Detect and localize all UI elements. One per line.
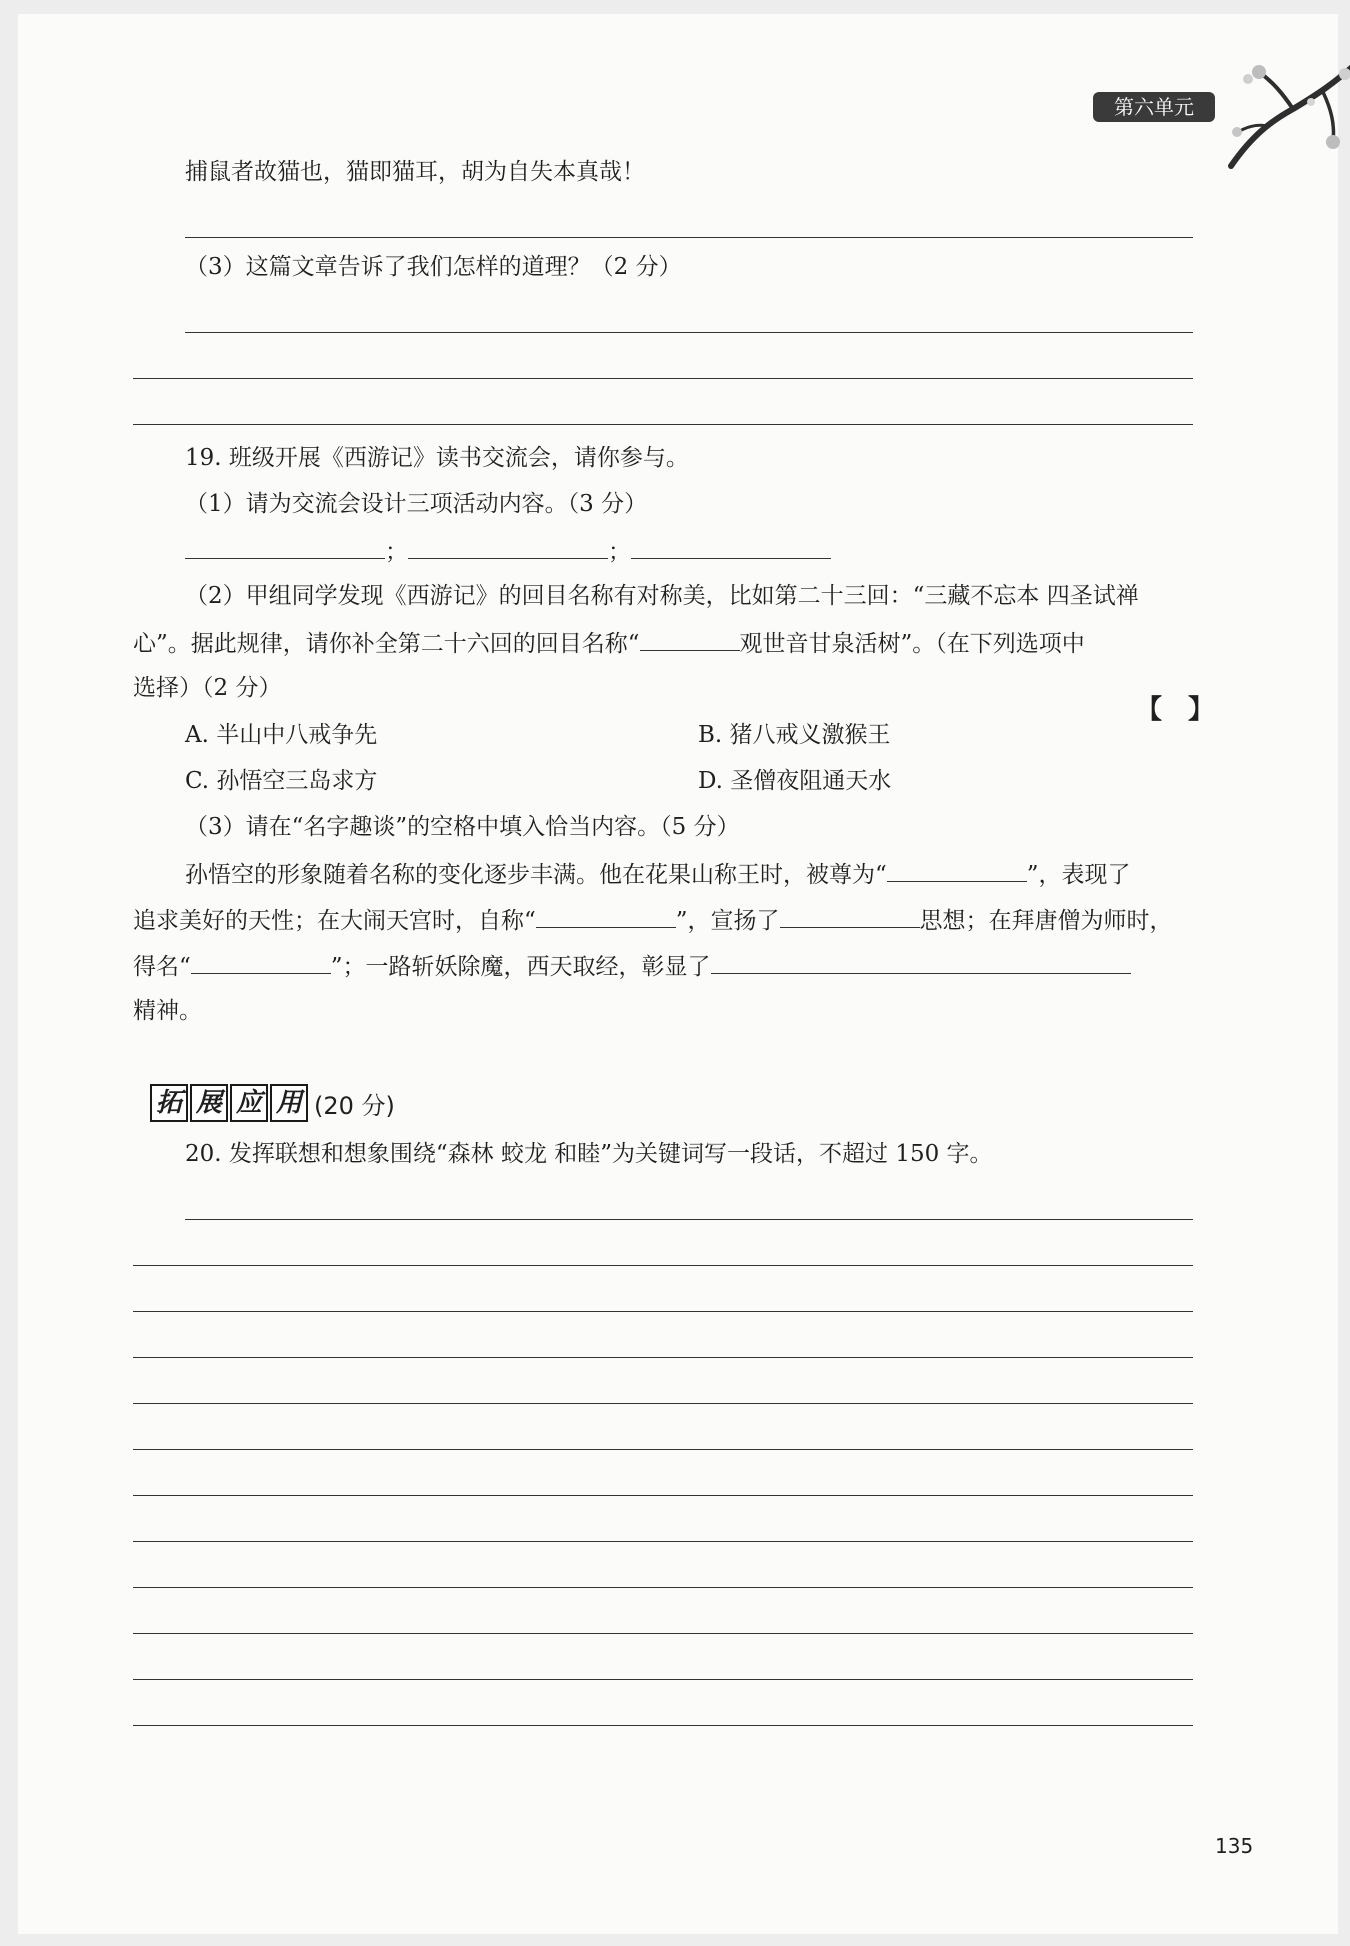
option-a[interactable]: A. 半山中八戒争先 (185, 722, 378, 748)
activity-blank-1[interactable] (185, 534, 385, 559)
writing-line[interactable] (133, 1495, 1193, 1496)
answer-line[interactable] (133, 378, 1193, 379)
option-c[interactable]: C. 孙悟空三岛求方 (185, 768, 378, 794)
title-blank[interactable] (640, 626, 740, 651)
writing-line[interactable] (133, 1311, 1193, 1312)
name-blank-1[interactable] (887, 857, 1027, 882)
text-fragment: 孙悟空的形象随着名称的变化逐步丰满。他在花果山称王时，被尊为“ (185, 862, 887, 888)
question-19-1: （1）请为交流会设计三项活动内容。（3 分） (185, 491, 648, 517)
name-blank-2[interactable] (536, 903, 676, 928)
text-fragment: 心”。据此规律，请你补全第二十六回的回目名称“ (133, 631, 640, 657)
name-blank-3[interactable] (191, 949, 331, 974)
text-fragment: ”，表现了 (1026, 862, 1131, 888)
passage-line-2 (133, 903, 1173, 937)
worksheet-page (18, 14, 1338, 1934)
thought-blank[interactable] (780, 903, 920, 928)
text-fragment: 观世音甘泉活树”。（在下列选项中 (739, 631, 1085, 657)
plum-branch-icon (1223, 54, 1350, 179)
answer-line[interactable] (185, 237, 1193, 238)
writing-line[interactable] (133, 1725, 1193, 1726)
activity-blanks: ； ； (185, 534, 831, 568)
section-header (150, 1082, 395, 1124)
question-19-3: （3）请在“名字趣谈”的空格中填入恰当内容。（5 分） (185, 814, 740, 840)
writing-line[interactable] (133, 1587, 1193, 1588)
text-fragment: ”；一路斩妖除魔，西天取经，彰显了 (330, 954, 711, 980)
activity-blank-3[interactable] (631, 534, 831, 559)
answer-line[interactable] (133, 424, 1193, 425)
section-score: (20 分) (314, 1091, 395, 1120)
section-char: 应 (230, 1084, 268, 1122)
question-19-2-end: 选择）（2 分） (133, 675, 282, 701)
writing-line[interactable] (133, 1541, 1193, 1542)
section-char: 用 (270, 1084, 308, 1122)
question-19-2-cont (133, 626, 1085, 660)
passage-line-1 (185, 857, 1131, 891)
text-fragment: 追求美好的天性；在大闹天宫时，自称“ (133, 908, 536, 934)
writing-line[interactable] (185, 1219, 1193, 1220)
question-20: 20. 发挥联想和想象围绕“森林 蛟龙 和睦”为关键词写一段话，不超过 150 字。 (185, 1141, 993, 1167)
section-char: 拓 (150, 1084, 188, 1122)
section-char: 展 (190, 1084, 228, 1122)
question-19-2: （2）甲组同学发现《西游记》的回目名称有对称美，比如第二十三回：“三藏不忘本 四圣试禅 (185, 583, 1139, 609)
writing-line[interactable] (133, 1265, 1193, 1266)
text-fragment: 思想；在拜唐僧为师时， (919, 908, 1173, 934)
writing-line[interactable] (133, 1679, 1193, 1680)
writing-line[interactable] (133, 1633, 1193, 1634)
passage-line-3 (133, 949, 1131, 983)
answer-bracket[interactable]: 【 】 (1136, 695, 1215, 725)
question-18-3: （3）这篇文章告诉了我们怎样的道理？（2 分） (185, 254, 682, 280)
answer-line[interactable] (185, 332, 1193, 333)
spirit-blank[interactable] (711, 949, 1131, 974)
page-number: 135 (1215, 1834, 1254, 1858)
text-fragment: ”，宣扬了 (675, 908, 780, 934)
writing-line[interactable] (133, 1403, 1193, 1404)
text-line: 捕鼠者故猫也，猫即猫耳，胡为自失本真哉！ (185, 159, 645, 185)
text-fragment: 得名“ (133, 954, 191, 980)
passage-line-4: 精神。 (133, 998, 202, 1024)
activity-blank-2[interactable] (408, 534, 608, 559)
option-b[interactable]: B. 猪八戒义激猴王 (698, 722, 891, 748)
writing-line[interactable] (133, 1357, 1193, 1358)
question-19: 19. 班级开展《西游记》读书交流会，请你参与。 (185, 445, 689, 471)
unit-badge: 第六单元 (1093, 92, 1215, 122)
option-d[interactable]: D. 圣僧夜阻通天水 (698, 768, 892, 794)
writing-line[interactable] (133, 1449, 1193, 1450)
